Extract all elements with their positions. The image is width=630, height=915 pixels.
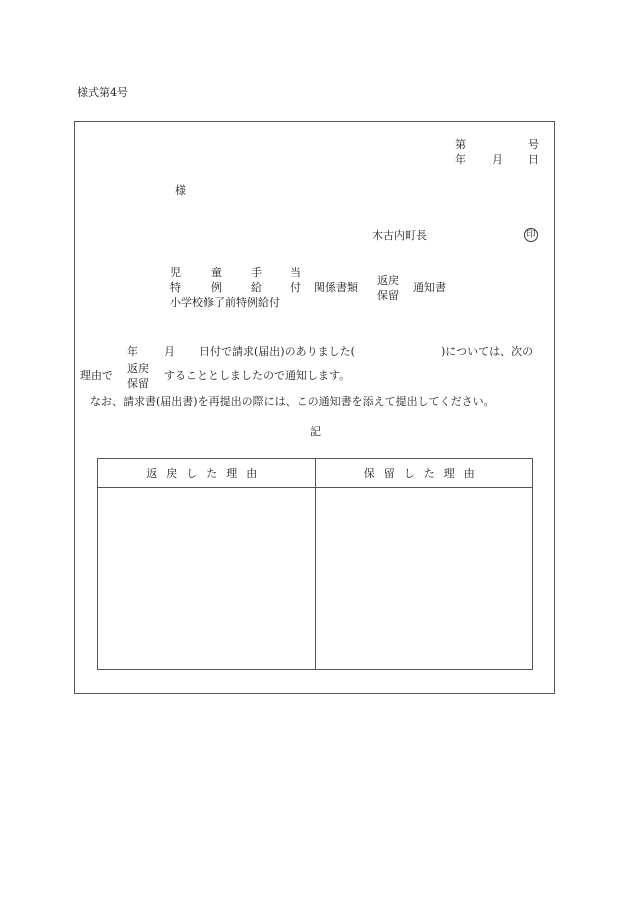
doc-number-dai: 第 <box>455 138 466 151</box>
body-line2-prefix: 理由で <box>80 369 113 382</box>
ki-heading: 記 <box>310 425 321 438</box>
title-choice-hold: 保留 <box>377 289 399 302</box>
title-line2-char1: 特 <box>170 281 181 294</box>
body-line1-text: 日付で請求(届出)のありました( <box>199 345 355 358</box>
reasons-table <box>97 458 533 670</box>
seal-mark: 印 <box>524 228 538 242</box>
title-line1-char4: 当 <box>290 266 301 279</box>
title-related-docs: 関係書類 <box>314 281 358 294</box>
body-line1-end: )については、次の <box>441 345 534 358</box>
col-header-return-reason: 返戻した理由 <box>98 459 316 488</box>
title-suffix: 通知書 <box>413 281 446 294</box>
issuer-name: 木古内町長 <box>372 229 427 242</box>
date-year: 年 <box>455 153 466 166</box>
title-line2-char4: 付 <box>290 281 301 294</box>
title-line3: 小学校修了前特例給付 <box>170 296 280 309</box>
body-line3: なお、請求書(届出書)を再提出の際には、この通知書を添えて提出してください。 <box>90 395 495 408</box>
title-line1-char2: 童 <box>211 266 222 279</box>
title-line1-char1: 児 <box>170 266 181 279</box>
date-day: 日 <box>528 153 539 166</box>
title-line2-char2: 例 <box>211 281 222 294</box>
body-month: 月 <box>164 345 175 358</box>
title-line1-char3: 手 <box>251 266 262 279</box>
body-line2-text: することとしましたので通知します。 <box>164 369 351 382</box>
hold-reason-cell <box>315 488 533 670</box>
body-choice-hold: 保留 <box>127 377 149 390</box>
addressee-suffix: 様 <box>175 184 186 197</box>
return-reason-cell <box>98 488 316 670</box>
title-choice-return: 返戻 <box>377 274 399 287</box>
form-number: 様式第4号 <box>77 86 128 99</box>
col-header-hold-reason: 保留した理由 <box>315 459 533 488</box>
date-month: 月 <box>492 153 503 166</box>
doc-number-go: 号 <box>528 138 539 151</box>
body-year: 年 <box>127 345 138 358</box>
title-line2-char3: 給 <box>251 281 262 294</box>
body-choice-return: 返戻 <box>127 362 149 375</box>
